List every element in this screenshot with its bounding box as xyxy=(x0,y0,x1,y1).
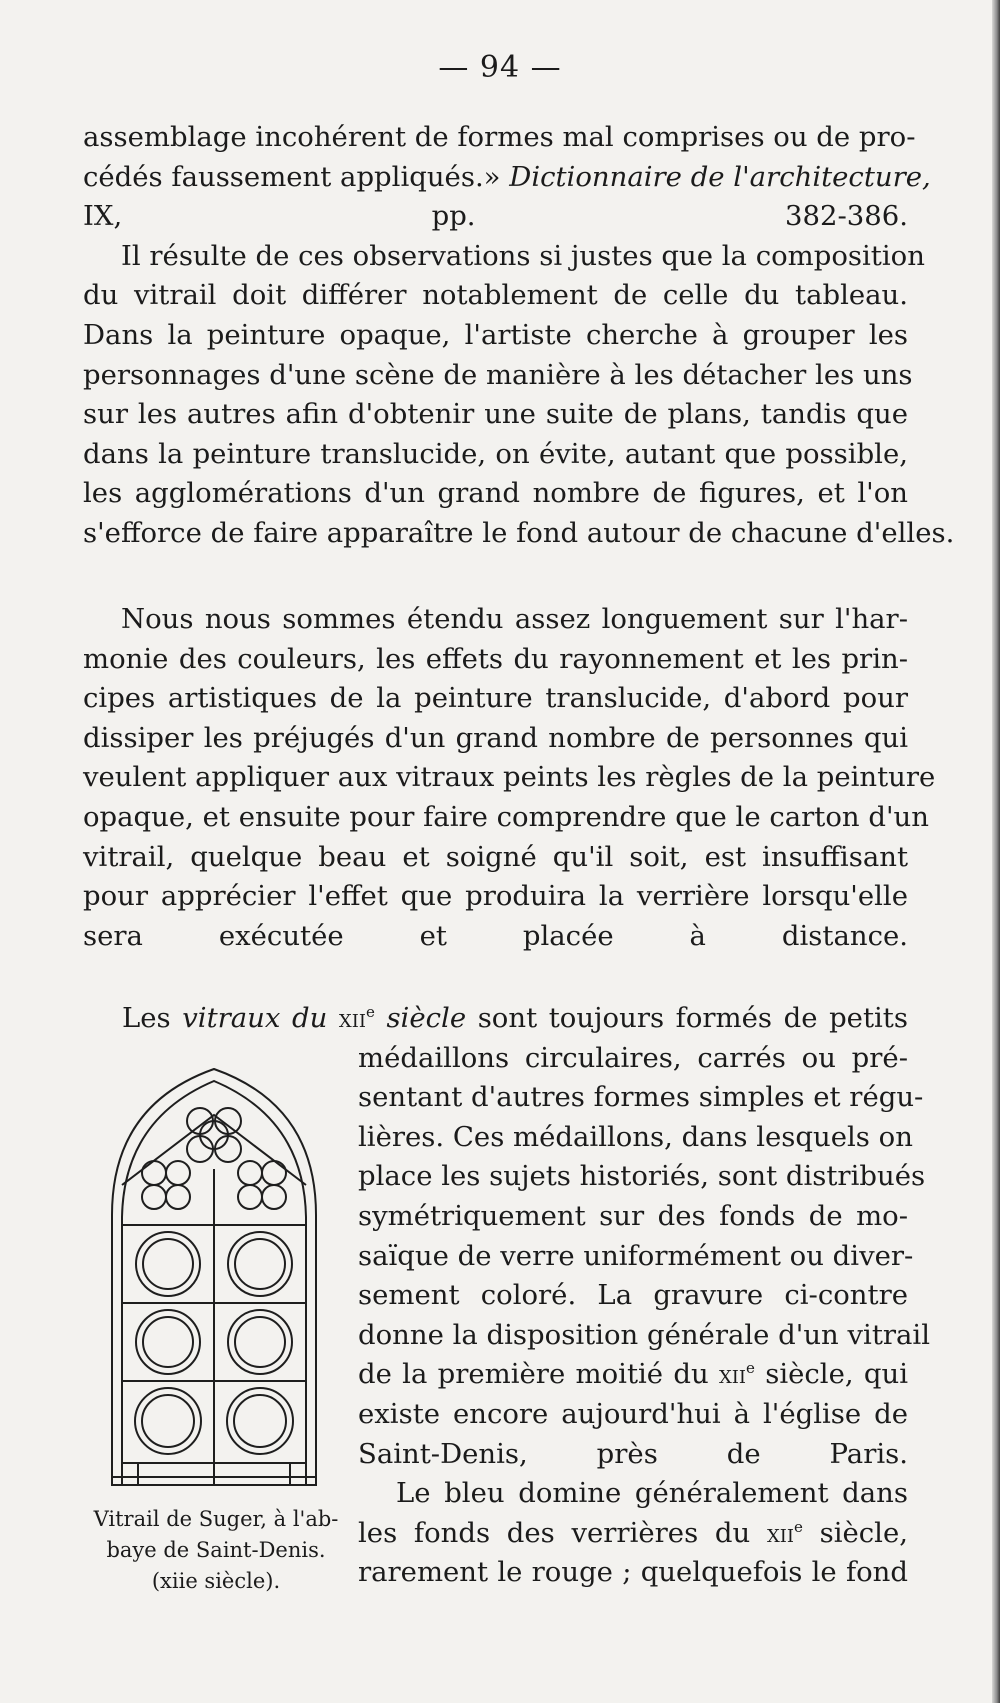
text-line xyxy=(358,1355,908,1395)
text-line: assemblage incohérent de formes mal comprises ou de pro- xyxy=(83,121,916,153)
italic-phrase: vitraux du xyxy=(182,1002,328,1034)
text-line-part: siècle, qui xyxy=(765,1358,908,1391)
text-line: pour apprécier l'effet que produira la verrière lorsqu'elle xyxy=(83,880,908,913)
text-line: opaque, et ensuite pour faire comprendre que le carton d'un xyxy=(83,800,929,833)
stained-glass-window-figure xyxy=(108,1065,320,1491)
window-engraving xyxy=(108,1065,320,1491)
text-line: veulent appliquer aux vitraux peints les règles de la peinture xyxy=(83,761,936,794)
text-line: Le bleu domine généralement dans xyxy=(396,1477,908,1510)
text-line: monie des couleurs, les effets du rayonnement et les prin- xyxy=(83,642,908,675)
text-line: vitrail, quelque beau et soigné qu'il soit, est insuffisant xyxy=(83,840,908,873)
page-number: — 94 — xyxy=(438,50,562,85)
century-numeral: xii$^e$ xyxy=(338,1003,375,1033)
text-line: cipes artistiques de la peinture translucide, d'abord pour xyxy=(83,682,908,715)
text-line: symétriquement sur des fonds de mo- xyxy=(358,1199,908,1232)
text-line: IX, pp. 382-386. xyxy=(83,200,908,233)
text-line: dissiper les préjugés d'un grand nombre de personnes qui xyxy=(83,721,908,754)
text-line xyxy=(83,158,931,198)
text-line: dans la peinture translucide, on évite, autant que possible, xyxy=(83,437,908,470)
text-line: rarement le rouge ; quelquefois le fond xyxy=(358,1556,908,1589)
text-line: donne la disposition générale d'un vitrail xyxy=(358,1318,931,1351)
text-line-part: les fonds des verrières du xyxy=(358,1516,751,1549)
text-line: personnages d'une scène de manière à les détacher les uns xyxy=(83,358,913,391)
text-line: sera exécutée et placée à distance. xyxy=(83,919,908,952)
quatrefoil-left xyxy=(142,1161,190,1209)
text-line: lières. Ces médaillons, dans lesquels on xyxy=(358,1120,913,1153)
text-line: sentant d'autres formes simples et régu- xyxy=(358,1081,924,1114)
paragraph-1 xyxy=(83,118,955,554)
text-line: du vitrail doit différer notablement de celle du tableau. xyxy=(83,279,908,312)
text-line-part: Les xyxy=(122,1002,171,1034)
text-line: Dans la peinture opaque, l'artiste cherche à grouper les xyxy=(83,318,908,351)
text-line: les agglomérations d'un grand nombre de figures, et l'on xyxy=(83,477,908,510)
text-line: s'efforce de faire apparaître le fond autour de chacune d'elles. xyxy=(83,516,955,549)
page-edge-shadow xyxy=(992,0,1000,1703)
caption-line: baye de Saint-Denis. xyxy=(106,1538,326,1562)
text-line-part: de la première moitié du xyxy=(358,1358,709,1391)
citation-title: Dictionnaire de l'architecture, xyxy=(509,160,931,193)
century-numeral: xii$^e$ xyxy=(766,1517,803,1548)
text-line-part: sont toujours formés de petits xyxy=(477,1002,908,1034)
text-line-part: siècle, xyxy=(819,1516,908,1549)
caption-line: (xiie siècle). xyxy=(151,1569,281,1593)
quatrefoil-right xyxy=(238,1161,286,1209)
text-line: existe encore aujourd'hui à l'église de xyxy=(358,1397,908,1430)
text-line-part: cédés faussement appliqués.» xyxy=(83,160,501,193)
text-line xyxy=(122,999,908,1039)
text-line: médaillons circulaires, carrés ou pré- xyxy=(358,1041,908,1074)
figure-caption xyxy=(85,1504,347,1597)
text-line: Nous nous sommes étendu assez longuement sur l'har- xyxy=(121,603,908,635)
text-line: Saint-Denis, près de Paris. xyxy=(358,1437,908,1470)
paragraph-2 xyxy=(83,600,936,956)
text-line: sur les autres afin d'obtenir une suite de plans, tandis que xyxy=(83,398,908,431)
text-line: sement coloré. La gravure ci-contre xyxy=(358,1279,908,1312)
caption-line: Vitrail de Suger, à l'ab- xyxy=(93,1507,339,1531)
italic-phrase: siècle xyxy=(386,1002,467,1034)
text-line: place les sujets historiés, sont distribués xyxy=(358,1160,926,1193)
text-line xyxy=(358,1514,908,1554)
text-line: saïque de verre uniformément ou diver- xyxy=(358,1239,914,1272)
century-numeral: xii$^e$ xyxy=(718,1359,755,1390)
text-line: Il résulte de ces observations si justes que la composition xyxy=(121,239,925,272)
